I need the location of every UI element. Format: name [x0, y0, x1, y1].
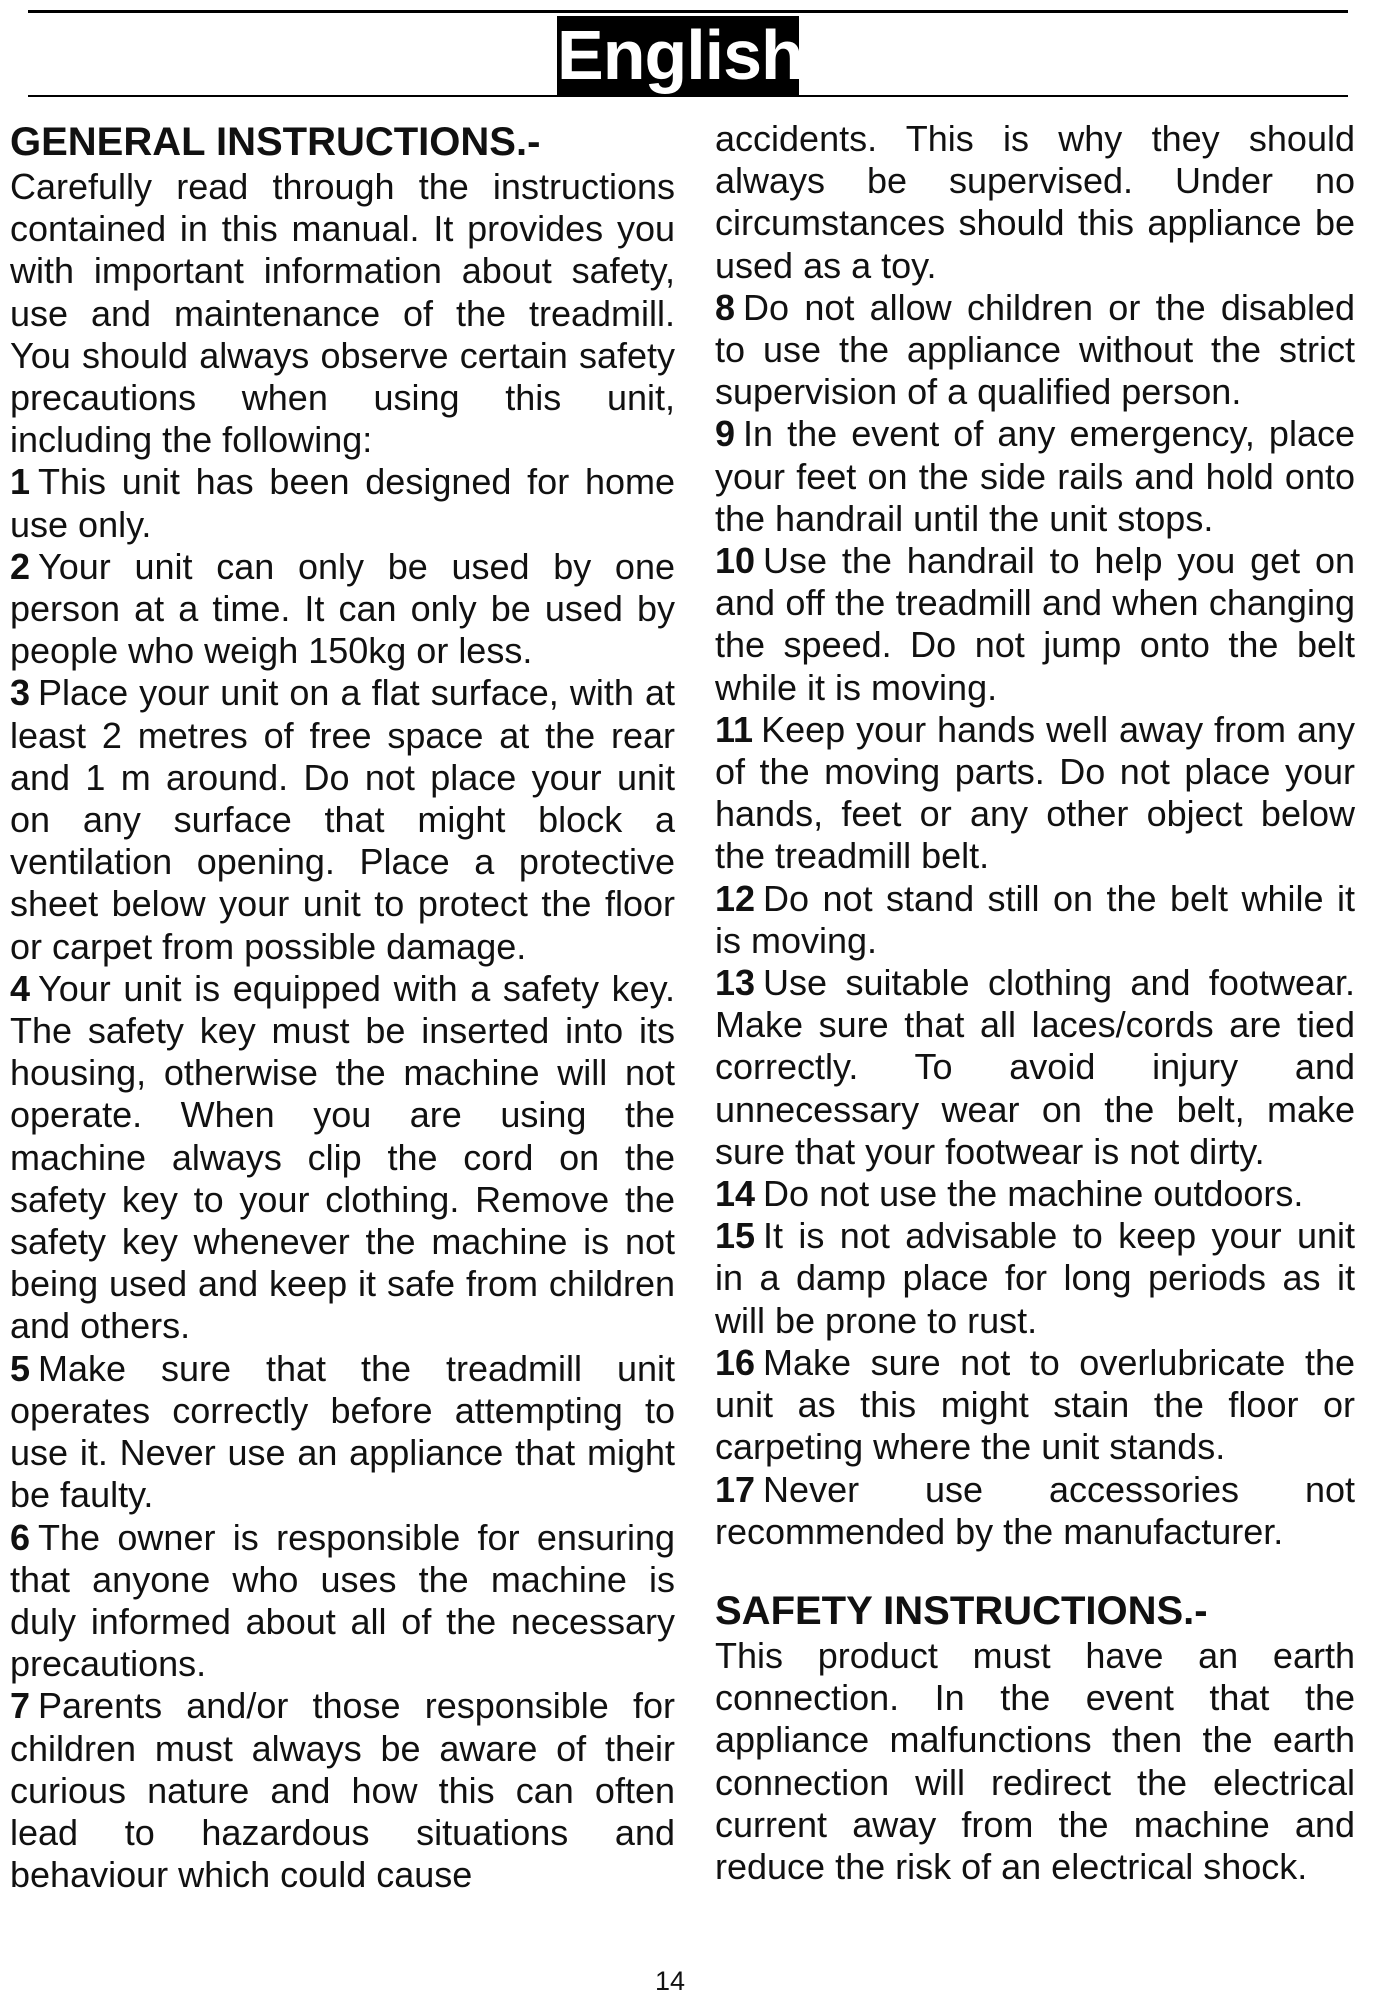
safety-instructions-title: SAFETY INSTRUCTIONS.- — [715, 1588, 1208, 1633]
item-text: Make sure not to overlubricate the unit as this might stain the floor or carpeting where the unit stands. — [715, 1341, 1355, 1468]
item-text: Never use accessories not recommended by the manufacturer. — [715, 1468, 1355, 1552]
item-text: Do not use the machine outdoors. — [763, 1173, 1304, 1215]
general-instructions-title: GENERAL INSTRUCTIONS.- — [10, 120, 541, 164]
item-number: 12 — [715, 877, 756, 919]
instruction-item — [715, 287, 1355, 414]
item-number: 6 — [10, 1516, 31, 1558]
item-number: 9 — [715, 413, 736, 455]
item-number: 1 — [10, 461, 31, 503]
instruction-item — [10, 1517, 675, 1686]
item-number: 8 — [715, 286, 736, 328]
instruction-item — [10, 1685, 675, 1896]
item-text: In the event of any emergency, place your feet on the side rails and hold onto the handrail until the unit stops. — [715, 413, 1355, 539]
instruction-item — [715, 709, 1355, 878]
instruction-item — [10, 1348, 675, 1517]
item-number: 7 — [10, 1685, 31, 1727]
instruction-item — [10, 672, 675, 967]
instruction-item — [715, 1215, 1355, 1342]
instruction-item — [715, 878, 1355, 962]
item-text: Parents and/or those responsible for children must always be aware of their curious nature and how this can often lead to hazardous situations and behaviour which could cause — [10, 1685, 675, 1896]
item-7-continuation: accidents. This is why they should always be supervised. Under no circumstances should this appliance be used as a toy. — [715, 118, 1355, 286]
general-intro: Carefully read through the instructions contained in this manual. It provides you with important information about safety, use and maintenance of the treadmill. You should always observe certain safety precautions when using this unit, including the following: — [10, 166, 675, 461]
item-text: Do not stand still on the belt while it is moving. — [715, 877, 1355, 961]
item-text: Your unit is equipped with a safety key. The safety key must be inserted into its housing, otherwise the machine will not operate. When you are using the machine always clip the cord on the safety key to your clothing. Remove the safety key whenever the machine is not being used and keep it safe from children and others. — [10, 967, 675, 1347]
item-number: 4 — [10, 967, 31, 1009]
item-number: 3 — [10, 672, 31, 714]
item-text: Make sure that the treadmill unit operates correctly before attempting to use it. Never use an appliance that might be faulty. — [10, 1347, 675, 1516]
language-badge: English — [557, 16, 803, 94]
item-text: Place your unit on a flat surface, with at least 2 metres of free space at the rear and 1 m around. Do not place your unit on any surface that might block a ventilation opening. Place a protective sheet below your unit to protect the floor or carpet from possible damage. — [10, 672, 675, 967]
item-number: 13 — [715, 962, 756, 1004]
item-text: Do not allow children or the disabled to use the appliance without the strict supervision of a qualified person. — [715, 286, 1355, 413]
safety-text: This product must have an earth connection. In the event that the appliance malfunctions then the earth connection will redirect the electrical current away from the machine and reduce the risk of an electrical shock. — [715, 1634, 1355, 1887]
header-rule-top — [28, 10, 1348, 13]
item-number: 10 — [715, 540, 756, 582]
instruction-item — [715, 413, 1355, 540]
item-text: This unit has been designed for home use only. — [10, 461, 675, 545]
item-number: 11 — [715, 708, 754, 750]
instruction-item — [715, 1469, 1355, 1553]
header-rule-bottom — [28, 95, 1348, 97]
left-column — [10, 118, 675, 1896]
item-text: Keep your hands well away from any of the moving parts. Do not place your hands, feet or any other object below the treadmill belt. — [715, 708, 1355, 877]
item-text: Use the handrail to help you get on and off the treadmill and when changing the speed. Do not jump onto the belt while it is moving. — [715, 540, 1355, 708]
instruction-item — [10, 546, 675, 673]
instruction-item — [715, 540, 1355, 709]
item-text: It is not advisable to keep your unit in a damp place for long periods as it will be prone to rust. — [715, 1215, 1355, 1341]
item-number: 14 — [715, 1173, 756, 1215]
page-number: 14 — [655, 1966, 686, 1996]
item-number: 17 — [715, 1468, 756, 1510]
instruction-item — [10, 461, 675, 545]
item-number: 15 — [715, 1215, 756, 1257]
general-items-right — [715, 287, 1355, 1553]
general-items-left — [10, 461, 675, 1896]
item-text: Use suitable clothing and footwear. Make sure that all laces/cords are tied correctly. To avoid injury and unnecessary wear on the belt, make sure that your footwear is not dirty. — [715, 962, 1355, 1172]
item-text: Your unit can only be used by one person at a time. It can only be used by people who weigh 150kg or less. — [10, 545, 675, 672]
item-text: The owner is responsible for ensuring that anyone who uses the machine is duly informed about all of the necessary precautions. — [10, 1516, 675, 1685]
right-column — [715, 118, 1355, 1888]
item-number: 2 — [10, 545, 31, 587]
item-number: 5 — [10, 1347, 31, 1389]
instruction-item — [10, 968, 675, 1348]
item-number: 16 — [715, 1341, 756, 1383]
instruction-item — [715, 1173, 1355, 1215]
instruction-item — [715, 1342, 1355, 1469]
instruction-item — [715, 962, 1355, 1173]
